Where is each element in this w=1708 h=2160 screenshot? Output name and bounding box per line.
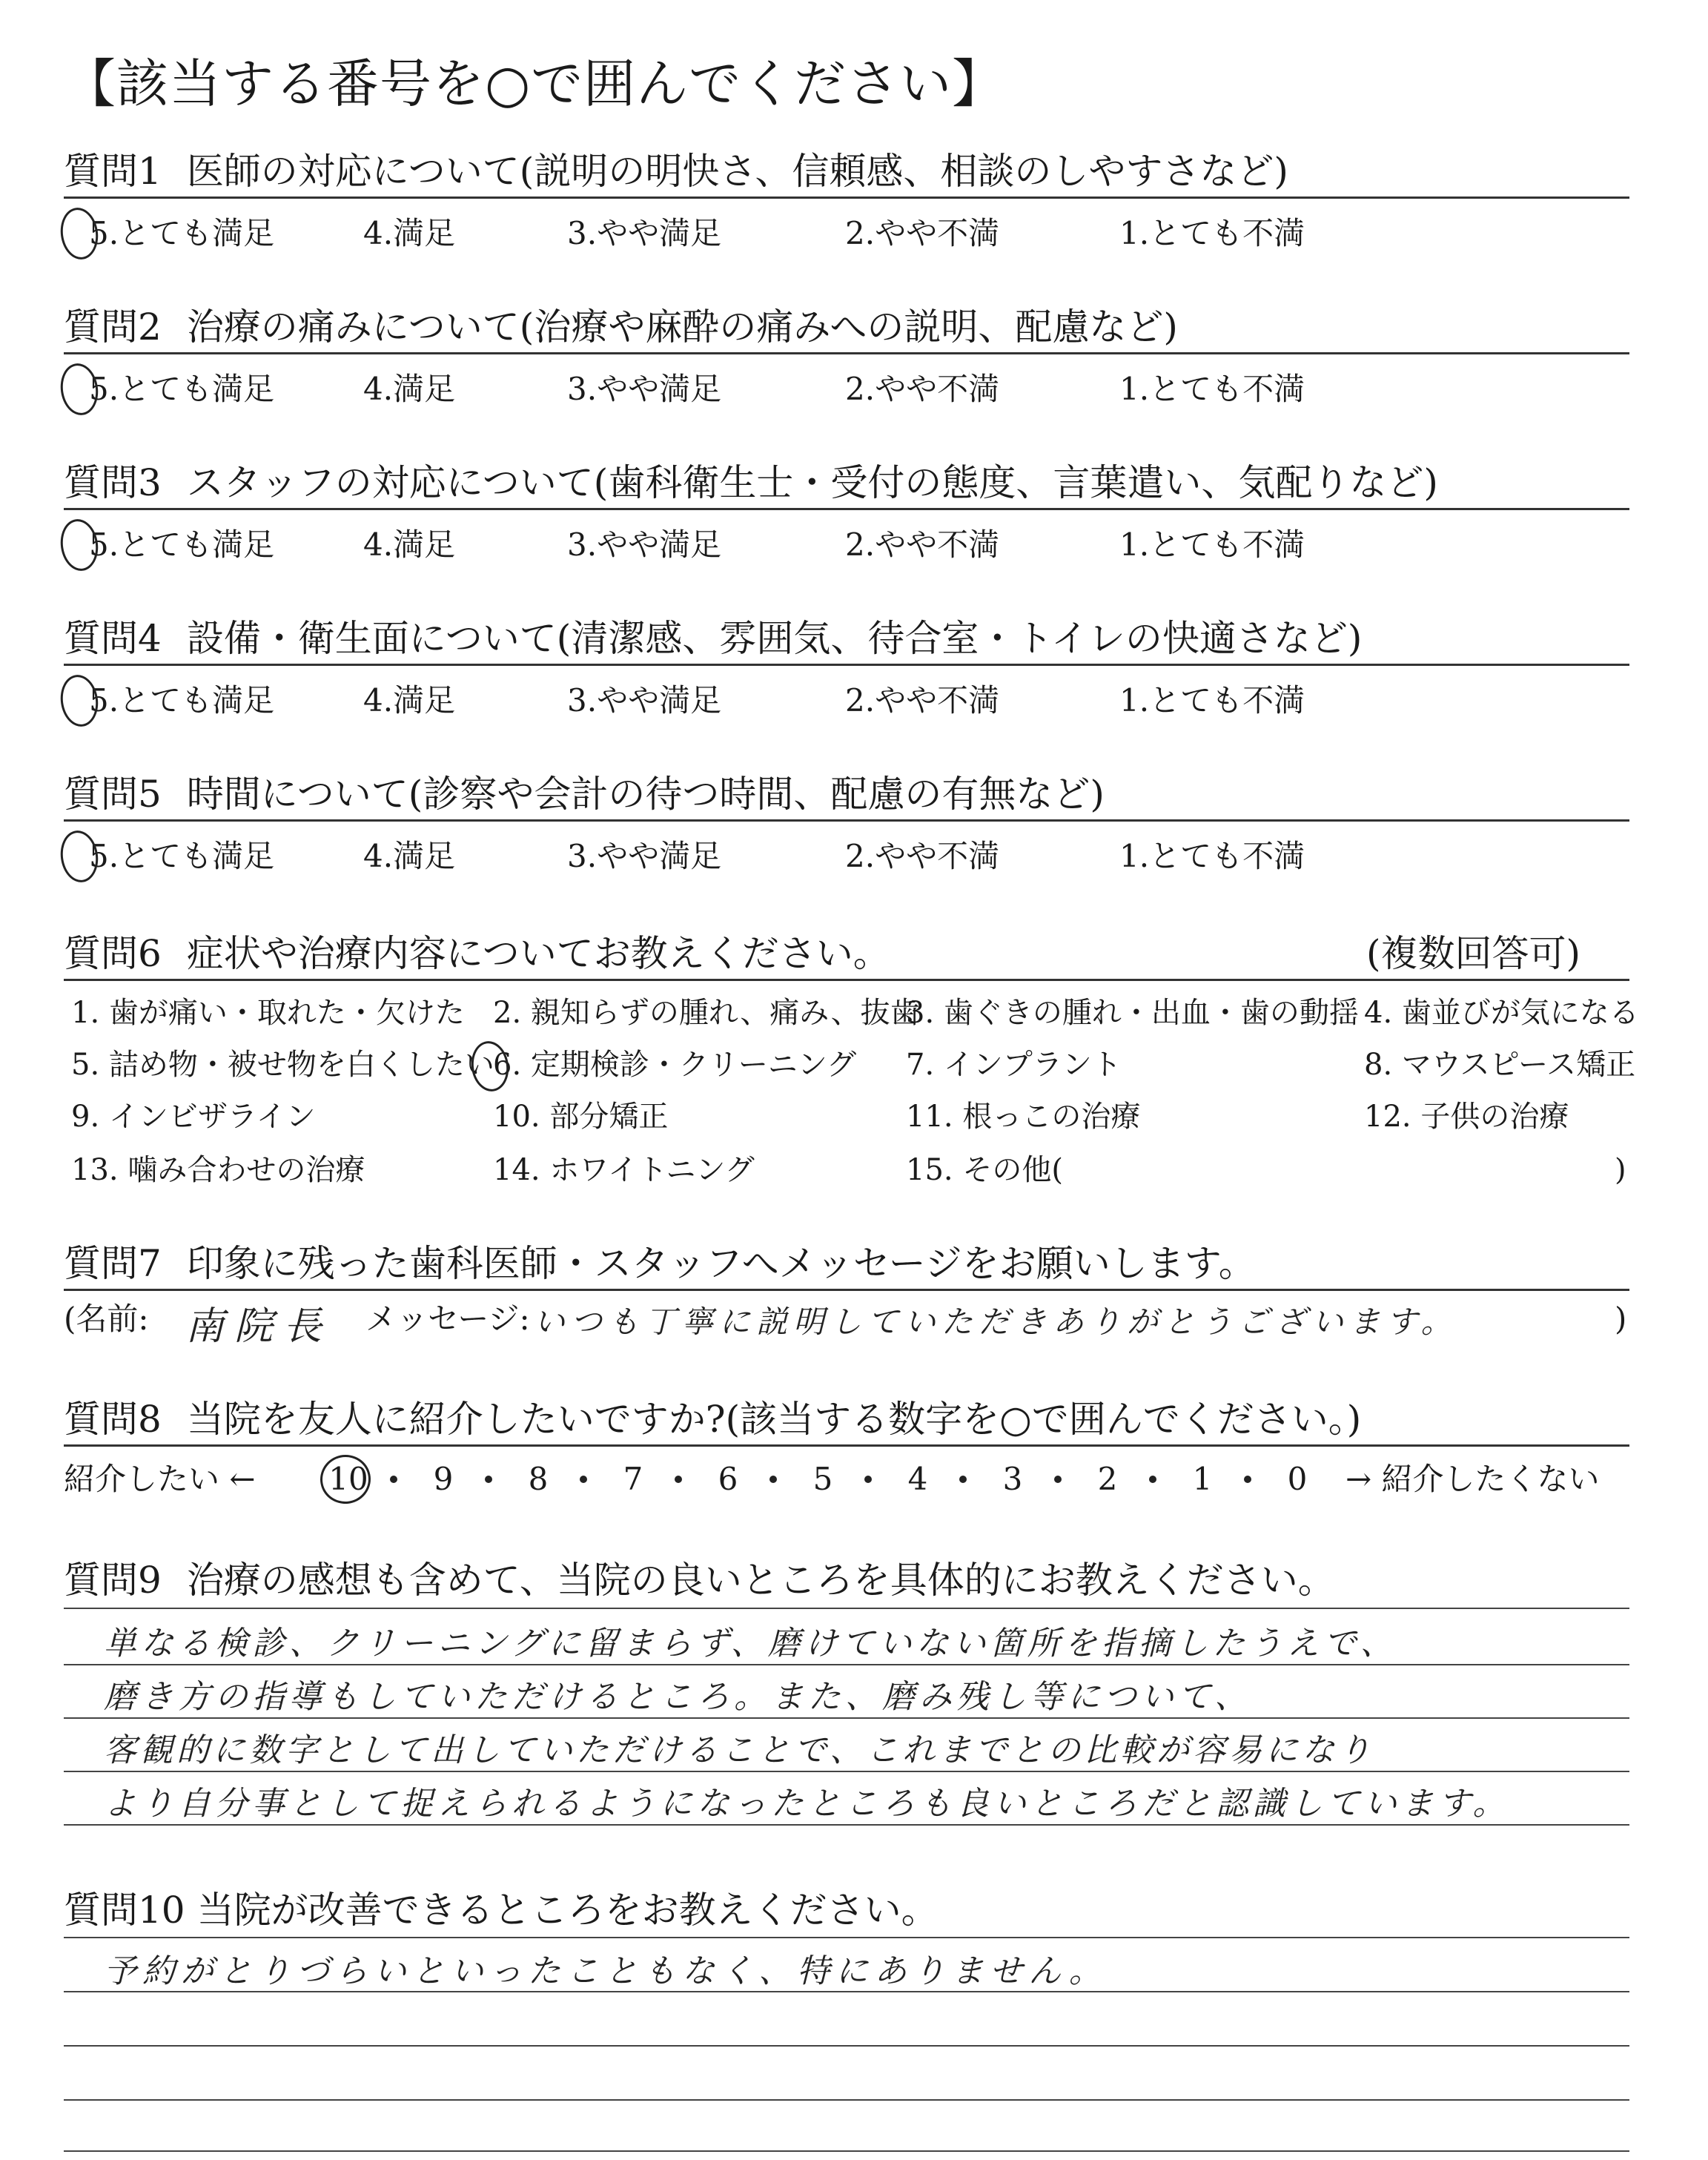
q9-title: 質問9 治療の感想も含めて、当院の良いところを具体的にお教えください。: [64, 1559, 1335, 1602]
q1-title: [64, 148, 1288, 194]
q7-message-value: いつも丁寧に説明していただきありがとうございます。: [534, 1304, 1458, 1340]
q9-rule-2: [64, 1717, 1629, 1719]
q6-option-16[interactable]: ): [1615, 1153, 1626, 1187]
q2-option-2[interactable]: 2.やや不満: [845, 371, 1000, 407]
q4-option-1[interactable]: 1.とても不満: [1119, 682, 1305, 719]
q2-option-5[interactable]: 5.とても満足: [89, 371, 275, 407]
scale-separator-dot: [390, 1476, 397, 1483]
q4-option-5[interactable]: 5.とても満足: [89, 682, 275, 719]
q7-name-label: (名前:: [64, 1301, 149, 1337]
q2-label: 質問2: [64, 305, 162, 349]
q1-option-4[interactable]: 4.満足: [363, 215, 456, 251]
q2-option-4[interactable]: 4.満足: [363, 371, 456, 407]
q10-rule-1: [64, 1991, 1629, 1992]
q6-option-14[interactable]: 14. ホワイトニング: [493, 1153, 755, 1187]
q8-scale-3[interactable]: 3: [1002, 1461, 1023, 1497]
q8-scale-2[interactable]: 2: [1097, 1461, 1118, 1497]
q5-underline: [64, 819, 1629, 822]
q6-option-11[interactable]: 11. 根っこの治療: [906, 1100, 1141, 1134]
q5-label: 質問5: [64, 773, 162, 816]
q2-underline: [64, 352, 1629, 354]
q4-title: [64, 615, 1362, 661]
q8-scale-7[interactable]: 7: [623, 1461, 643, 1497]
q3-text: スタッフの対応について(歯科衛生士・受付の態度、言葉遣い、気配りなど): [186, 461, 1438, 504]
q1-underline: [64, 196, 1629, 199]
q5-option-4[interactable]: 4.満足: [363, 838, 456, 874]
q9-answer-line-2: 磨き方の指導もしていただけるところ。また、磨み残し等について、: [104, 1678, 1252, 1716]
q10-rule-4: [64, 2150, 1629, 2152]
q6-underline: [64, 979, 1629, 981]
q1-option-1[interactable]: 1.とても不満: [1119, 215, 1305, 251]
scale-separator-dot: [675, 1476, 682, 1483]
q8-title: 質問8 当院を友人に紹介したいですか?(該当する数字を○で囲んでください。): [64, 1398, 1362, 1441]
q1-option-5[interactable]: 5.とても満足: [89, 215, 275, 251]
q6-option-6[interactable]: 6. 定期検診・クリーニング: [493, 1048, 857, 1082]
scale-separator-dot: [959, 1476, 967, 1483]
scale-separator-dot: [769, 1476, 777, 1483]
q6-option-9[interactable]: 9. インビザライン: [71, 1100, 316, 1134]
q5-title: [64, 771, 1105, 817]
q8-scale-0[interactable]: 0: [1287, 1461, 1308, 1497]
q10-rule-0: [64, 1937, 1629, 1938]
q6-title: 質問6 症状や治療内容についてお教えください。: [64, 932, 890, 975]
q4-option-3[interactable]: 3.やや満足: [567, 682, 722, 719]
q2-text: 治療の痛みについて(治療や麻酔の痛みへの説明、配慮など): [186, 305, 1178, 349]
q5-option-5[interactable]: 5.とても満足: [89, 838, 275, 874]
q6-option-4[interactable]: 4. 歯並びが気になる: [1364, 996, 1639, 1030]
q6-option-5[interactable]: 5. 詰め物・被せ物を白くしたい: [71, 1048, 494, 1082]
scale-separator-dot: [1149, 1476, 1156, 1483]
q4-underline: [64, 664, 1629, 666]
q9-rule-1: [64, 1664, 1629, 1665]
q8-scale-10[interactable]: 10: [328, 1461, 368, 1497]
q9-answer-line-1: 単なる検診、クリーニングに留まらず、磨けていない箇所を指摘したうえで、: [104, 1625, 1397, 1662]
q8-underline: [64, 1444, 1629, 1447]
q8-right-label: → 紹介したくない: [1345, 1461, 1600, 1497]
q8-left-label: 紹介したい ←: [64, 1461, 256, 1497]
q6-option-8[interactable]: 8. マウスピース矯正: [1364, 1048, 1636, 1082]
q1-option-2[interactable]: 2.やや不満: [845, 215, 1000, 251]
q2-option-1[interactable]: 1.とても不満: [1119, 371, 1305, 407]
q7-underline: [64, 1289, 1629, 1291]
q1-label: 質問1: [64, 150, 162, 193]
q6-option-10[interactable]: 10. 部分矯正: [493, 1100, 669, 1134]
q7-title: 質問7 印象に残った歯科医師・スタッフへメッセージをお願いします。: [64, 1242, 1256, 1285]
q1-text: 医師の対応について(説明の明快さ、信頼感、相談のしやすさなど): [186, 150, 1288, 193]
q10-rule-3: [64, 2099, 1629, 2101]
q3-underline: [64, 508, 1629, 510]
q10-rule-2: [64, 2045, 1629, 2047]
q10-title: 質問10 当院が改善できるところをお教えください。: [64, 1889, 939, 1932]
q9-rule-4: [64, 1824, 1629, 1826]
q6-option-3[interactable]: 3. 歯ぐきの腫れ・出血・歯の動揺: [906, 996, 1359, 1030]
q3-option-1[interactable]: 1.とても不満: [1119, 526, 1305, 563]
q7-name-value: 南院長: [185, 1304, 333, 1349]
page-title: 【該当する番号を○で囲んでください】: [64, 53, 1005, 114]
q3-title: [64, 460, 1438, 506]
q2-option-3[interactable]: 3.やや満足: [567, 371, 722, 407]
scale-separator-dot: [580, 1476, 587, 1483]
scale-separator-dot: [864, 1476, 872, 1483]
q6-option-2[interactable]: 2. 親知らずの腫れ、痛み、抜歯: [493, 996, 920, 1030]
q6-option-12[interactable]: 12. 子供の治療: [1364, 1100, 1569, 1134]
q9-answer-line-4: より自分事として捉えられるようになったところも良いところだと認識しています。: [104, 1785, 1510, 1823]
q6-option-1[interactable]: 1. 歯が痛い・取れた・欠けた: [71, 996, 465, 1030]
q2-title: [64, 304, 1178, 350]
q8-scale-8[interactable]: 8: [528, 1461, 549, 1497]
scale-separator-dot: [1054, 1476, 1062, 1483]
q3-option-4[interactable]: 4.満足: [363, 526, 456, 563]
q8-scale-5[interactable]: 5: [812, 1461, 833, 1497]
q4-label: 質問4: [64, 617, 162, 660]
q3-option-3[interactable]: 3.やや満足: [567, 526, 722, 563]
q9-answer-line-3: 客観的に数字として出していただけることで、これまでとの比較が容易になり: [104, 1731, 1375, 1769]
q9-rule-3: [64, 1771, 1629, 1772]
q4-option-4[interactable]: 4.満足: [363, 682, 456, 719]
q5-text: 時間について(診察や会計の待つ時間、配慮の有無など): [186, 773, 1105, 816]
q3-label: 質問3: [64, 461, 162, 504]
q9-rule-0: [64, 1608, 1629, 1609]
q5-option-1[interactable]: 1.とても不満: [1119, 838, 1305, 874]
q7-close-paren: ): [1615, 1301, 1627, 1337]
q6-note: (複数回答可): [1366, 932, 1581, 975]
q8-scale-4[interactable]: 4: [907, 1461, 928, 1497]
q7-message-label: メッセージ:: [365, 1301, 530, 1337]
q5-option-3[interactable]: 3.やや満足: [567, 838, 722, 874]
q6-option-7[interactable]: 7. インプラント: [906, 1048, 1122, 1082]
scale-separator-dot: [1244, 1476, 1251, 1483]
q1-option-3[interactable]: 3.やや満足: [567, 215, 722, 251]
q8-scale-9[interactable]: 9: [433, 1461, 454, 1497]
q3-option-2[interactable]: 2.やや不満: [845, 526, 1000, 563]
q4-text: 設備・衛生面について(清潔感、雰囲気、待合室・トイレの快適さなど): [186, 617, 1363, 660]
q3-option-5[interactable]: 5.とても満足: [89, 526, 275, 563]
scale-separator-dot: [485, 1476, 492, 1483]
q10-answer-line-1: 予約がとりづらいといったこともなく、特にありません。: [104, 1952, 1108, 1990]
q5-option-2[interactable]: 2.やや不満: [845, 838, 1000, 874]
q8-scale-6[interactable]: 6: [718, 1461, 738, 1497]
q6-option-15[interactable]: 15. その他(: [906, 1153, 1063, 1187]
q6-option-13[interactable]: 13. 噛み合わせの治療: [71, 1153, 365, 1187]
q4-option-2[interactable]: 2.やや不満: [845, 682, 1000, 719]
q8-scale-1[interactable]: 1: [1192, 1461, 1213, 1497]
